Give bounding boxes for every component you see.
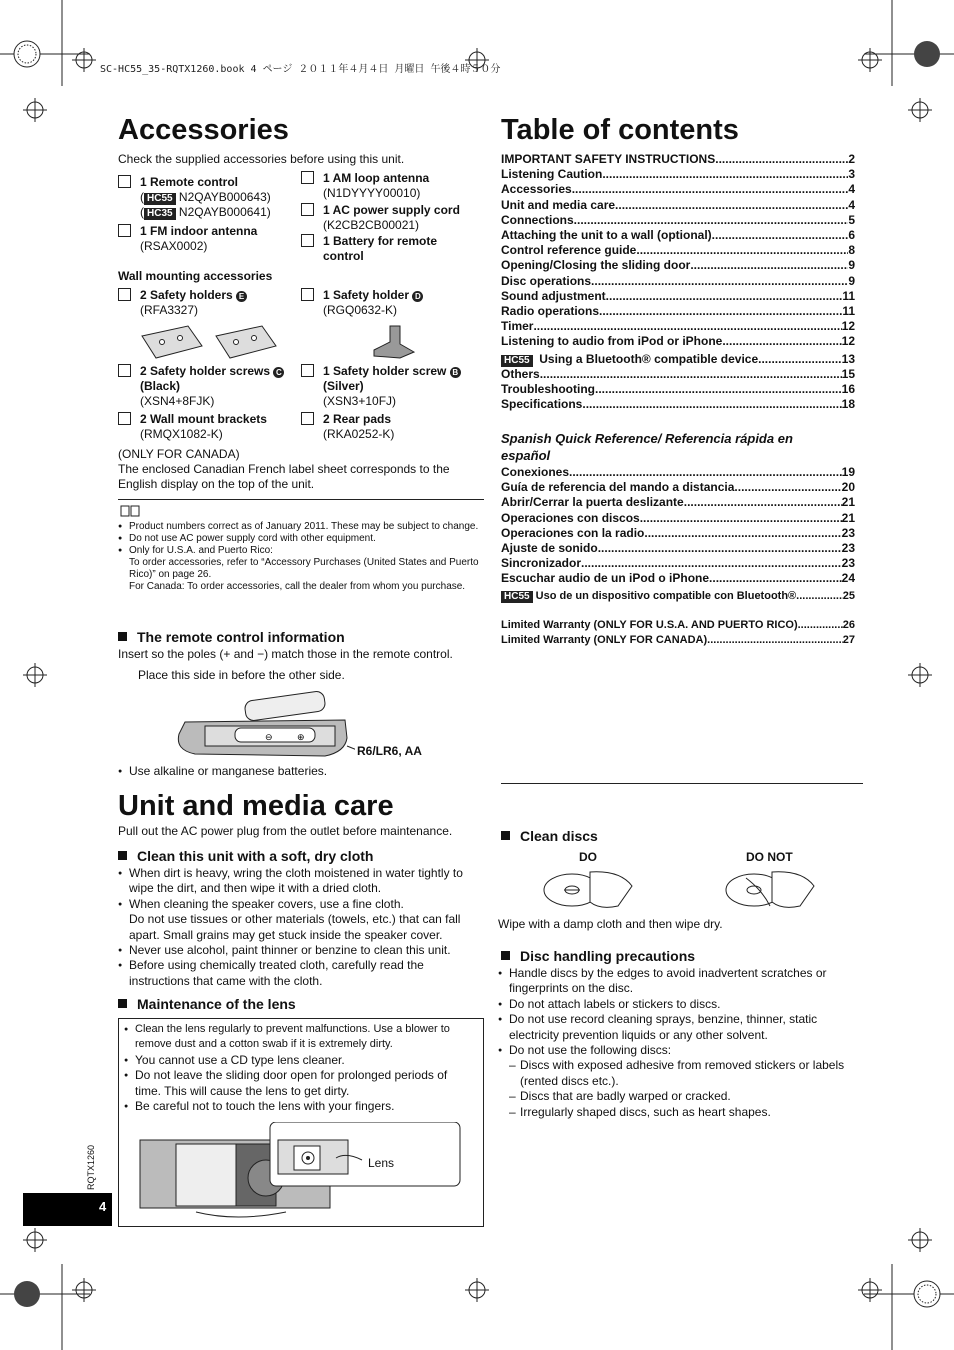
checkbox[interactable]: [118, 175, 131, 188]
accessories-title: Accessories: [118, 114, 289, 146]
divider: [118, 499, 484, 500]
toc-entry[interactable]: HC55 Uso de un dispositivo compatible con Bluetooth® ..... 25: [501, 589, 855, 604]
toc-entry[interactable]: Others ..... 15: [501, 367, 855, 382]
item-fm-antenna: 1 FM indoor antenna (RSAX0002): [118, 224, 298, 254]
battery-type: R6/LR6, AA: [357, 744, 422, 758]
toc-spanish-list: [501, 465, 855, 604]
hc55-badge: HC55: [144, 193, 176, 205]
toc-warranty-list: [501, 618, 855, 648]
toc-entry[interactable]: Listening to audio from iPod or iPhone ..... 12: [501, 334, 855, 349]
safety-holders-illustration: [138, 322, 308, 362]
wall-mounting-title: Wall mounting accessories: [118, 269, 273, 283]
svg-text:⊕: ⊕: [297, 732, 305, 742]
checkbox[interactable]: [301, 288, 314, 301]
checkbox[interactable]: [301, 234, 314, 247]
wipe-text: Wipe with a damp cloth and then wipe dry.: [498, 917, 723, 931]
accessories-notes: ● Product numbers correct as of January 2011. These may be subject to change. ● Do not use AC power supply cord with other equipment. ● Only for U.S.A. and Puerto Rico: To order accessories, refer to “Accessory Purchases (United States and Puerto Rico)” on page 26. For Canada: To order accessories, call the dealer from whom you purchase.: [118, 521, 484, 593]
toc-entry[interactable]: Listening Caution ..... 3: [501, 167, 855, 182]
toc-entry[interactable]: Operaciones con la radio ..... 23: [501, 526, 855, 541]
spanish-title: Spanish Quick Reference/ Referencia rápida en español: [501, 431, 793, 463]
toc-entry[interactable]: Conexiones ..... 19: [501, 465, 855, 480]
toc-entry[interactable]: Accessories ..... 4: [501, 182, 855, 197]
page-code: RQTX1260: [86, 1144, 96, 1190]
divider: [501, 783, 863, 784]
hc35-badge: HC35: [144, 208, 176, 220]
lens-heading: Maintenance of the lens: [118, 996, 296, 1012]
toc-entry[interactable]: Limited Warranty (ONLY FOR CANADA) ..... 27: [501, 633, 855, 648]
place-side-text: Place this side in before the other side.: [138, 668, 345, 682]
clean-unit-heading: Clean this unit with a soft, dry cloth: [118, 848, 373, 864]
toc-entry[interactable]: Timer ..... 12: [501, 319, 855, 334]
toc-entry[interactable]: Troubleshooting ..... 16: [501, 382, 855, 397]
disc-wipe-do-illustration: [540, 866, 640, 916]
item-safety-holder: 1 Safety holder D (RGQ0632-K): [301, 288, 481, 318]
print-header: SC-HC55_35-RQTX1260.book 4 ページ ２０１１年４月４日 月曜日 午後４時５０分: [100, 64, 501, 75]
checkbox[interactable]: [301, 203, 314, 216]
toc-entry[interactable]: Guía de referencia del mando a distancia ..... 20: [501, 480, 855, 495]
disc-wipe-do-not-illustration: [722, 866, 822, 916]
item-ac-cord: 1 AC power supply cord (K2CB2CB00021): [301, 203, 481, 233]
do-label: DO: [579, 850, 597, 864]
remote-battery-illustration: [175, 690, 355, 760]
svg-text:⊖: ⊖: [265, 732, 273, 742]
clean-unit-list: ● When dirt is heavy, wring the cloth moistened in water tightly to wipe the dirt, and then wipe it with a dried cloth. ● When cleaning the speaker covers, use a fine cloth. Do not use tissues or other materials (towels, etc.) that can fall apart. Small grains may get stuck inside the speaker cover. ● Never use alcohol, paint thinner or benzine to clean this unit. ● Before using chemically treated cloth, carefully read the instructions that came with the cloth.: [118, 866, 484, 989]
toc-entry[interactable]: HC55 Using a Bluetooth® compatible device ..... 13: [501, 352, 855, 367]
toc-list: [501, 152, 855, 412]
checkbox[interactable]: [118, 412, 131, 425]
checkbox[interactable]: [301, 171, 314, 184]
checkbox[interactable]: [301, 412, 314, 425]
page-number: 4: [99, 1199, 107, 1214]
safety-holder-illustration: [370, 322, 420, 362]
toc-entry[interactable]: Specifications ..... 18: [501, 397, 855, 412]
disc-handling-list: ● Handle discs by the edges to avoid inadvertent scratches or fingerprints on the disc. ● Do not attach labels or stickers to discs. ● Do not use record cleaning sprays, benzine, thinner, static electricity prevention liquids or any other solvent. ● Do not use the following discs: – Discs with exposed adhesive from removed stickers or labels (rented discs etc.). – Discs that are badly warped or cracked. – Irregularly shaped discs, such as heart shapes.: [498, 966, 858, 1120]
care-intro: Pull out the AC power plug from the outlet before maintenance.: [118, 824, 453, 838]
remote-info-text: Insert so the poles (+ and −) match those in the remote control.: [118, 647, 453, 661]
item-safety-holders: 2 Safety holders E (RFA3327): [118, 288, 298, 318]
do-not-label: DO NOT: [746, 850, 793, 864]
canada-text: The enclosed Canadian French label sheet corresponds to the English display on the top of the unit.: [118, 462, 450, 491]
item-screw-silver: 1 Safety holder screw B (Silver) (XSN3+10FJ): [301, 364, 481, 409]
toc-entry[interactable]: Escuchar audio de un iPod o iPhone ..... 24: [501, 571, 855, 586]
checkbox[interactable]: [118, 364, 131, 377]
toc-entry[interactable]: Opening/Closing the sliding door ..... 9: [501, 258, 855, 273]
item-battery: 1 Battery for remote control: [301, 234, 481, 264]
toc-entry[interactable]: Operaciones con discos ..... 21: [501, 511, 855, 526]
item-screws-black: 2 Safety holder screws C (Black) (XSN4+8FJK): [118, 364, 298, 409]
lens-label: Lens: [368, 1156, 395, 1170]
toc-entry[interactable]: Control reference guide ..... 8: [501, 243, 855, 258]
toc-entry[interactable]: Radio operations ..... 11: [501, 304, 855, 319]
toc-entry[interactable]: Sincronizador ..... 23: [501, 556, 855, 571]
note-book-icon: [120, 505, 140, 517]
toc-entry[interactable]: Sound adjustment ..... 11: [501, 289, 855, 304]
toc-entry[interactable]: Limited Warranty (ONLY FOR U.S.A. AND PUERTO RICO) ..... 26: [501, 618, 855, 633]
disc-handling-heading: Disc handling precautions: [501, 948, 695, 964]
toc-entry[interactable]: IMPORTANT SAFETY INSTRUCTIONS ..... 2: [501, 152, 855, 167]
item-remote-control: 1 Remote control ( HC55 N2QAYB000643) ( HC35 N2QAYB000641): [118, 175, 298, 220]
toc-entry[interactable]: Attaching the unit to a wall (optional) ..... 6: [501, 228, 855, 243]
alkaline-note: ● Use alkaline or manganese batteries.: [118, 764, 327, 779]
toc-title: Table of contents: [501, 114, 739, 146]
remote-info-heading: The remote control information: [118, 629, 345, 645]
item-rear-pads: 2 Rear pads (RKA0252-K): [301, 412, 481, 442]
toc-entry[interactable]: Disc operations ..... 9: [501, 274, 855, 289]
toc-entry[interactable]: Connections ..... 5: [501, 213, 855, 228]
care-title: Unit and media care: [118, 790, 394, 822]
toc-entry[interactable]: Ajuste de sonido ..... 23: [501, 541, 855, 556]
lens-illustration: [136, 1122, 466, 1222]
toc-entry[interactable]: Unit and media care ..... 4: [501, 198, 855, 213]
lens-list: ● Clean the lens regularly to prevent malfunctions. Use a blower to remove dust and a cotton swab if it is extremely dirty. ● You cannot use a CD type lens cleaner. ● Do not leave the sliding door open for prolonged periods of time. This will cause the lens to get dirty. ● Be careful not to touch the lens with your fingers.: [124, 1022, 476, 1114]
hc55-badge: HC55: [501, 591, 533, 603]
canada-title: (ONLY FOR CANADA): [118, 447, 240, 461]
checkbox[interactable]: [118, 224, 131, 237]
toc-entry[interactable]: Abrir/Cerrar la puerta deslizante ..... 21: [501, 495, 855, 510]
accessories-intro: Check the supplied accessories before using this unit.: [118, 152, 405, 166]
checkbox[interactable]: [301, 364, 314, 377]
item-wall-brackets: 2 Wall mount brackets (RMQX1082-K): [118, 412, 298, 442]
clean-discs-heading: Clean discs: [501, 828, 598, 844]
hc55-badge: HC55: [501, 355, 533, 367]
checkbox[interactable]: [118, 288, 131, 301]
item-am-antenna: 1 AM loop antenna (N1DYYYY00010): [301, 171, 481, 201]
